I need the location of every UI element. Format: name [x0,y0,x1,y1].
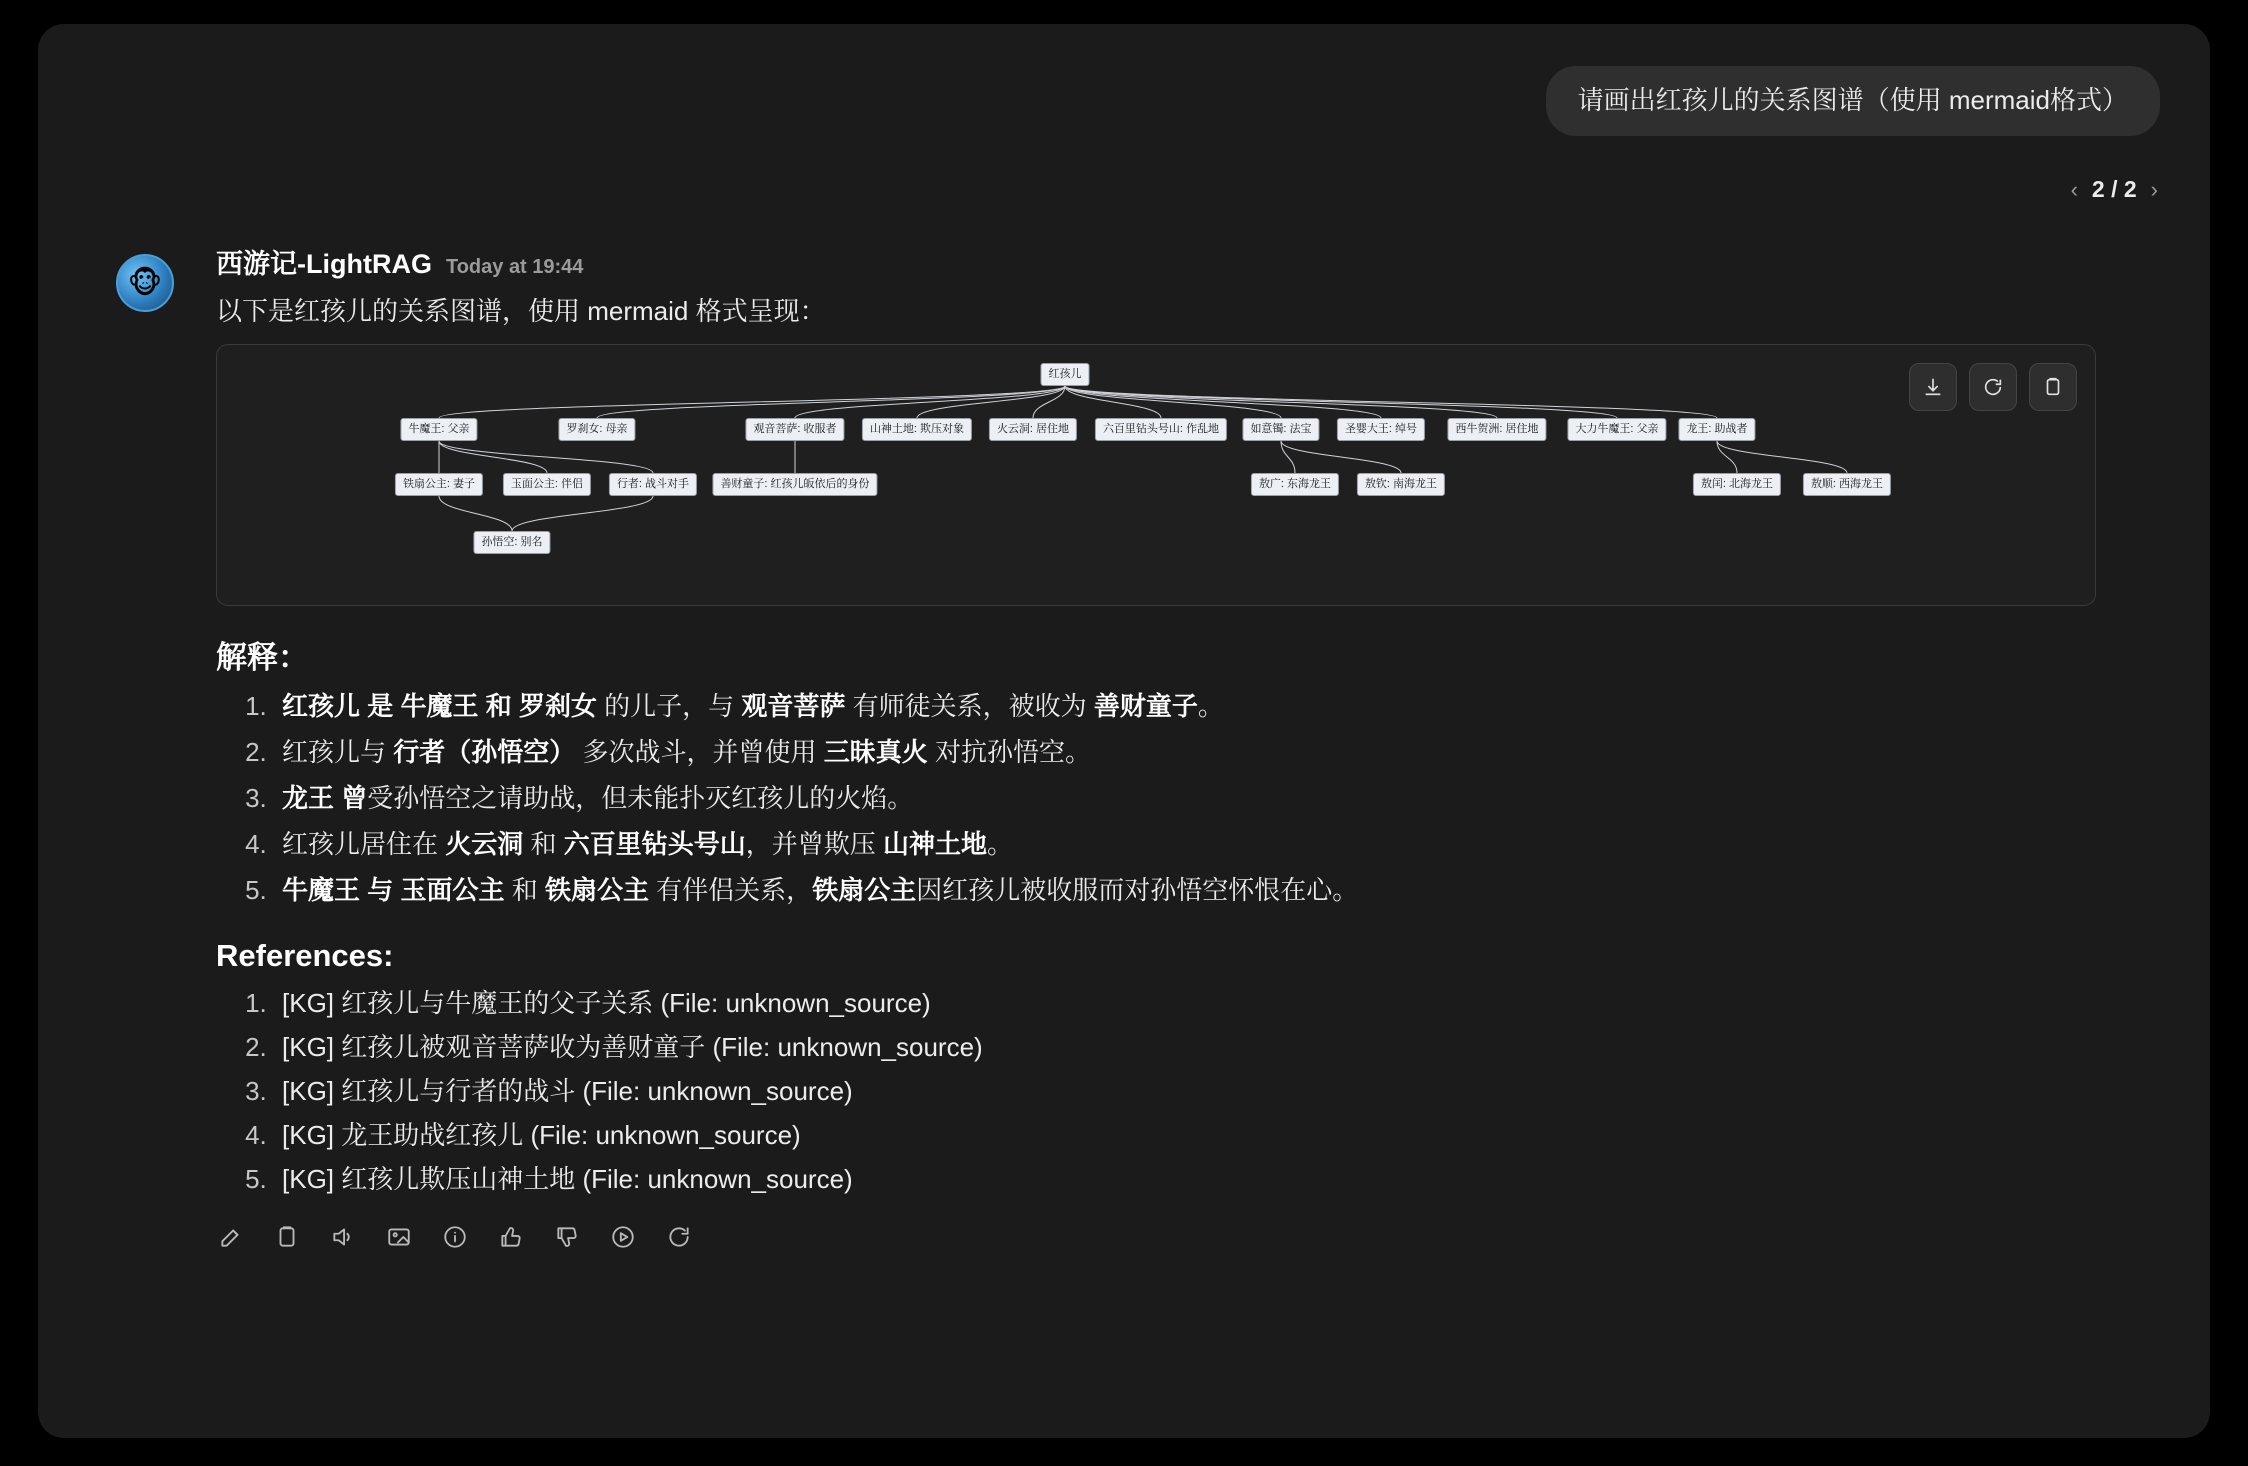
list-item: 1. 红孩儿 是 牛魔王 和 罗刹女 的儿子，与 观音菩萨 有师徒关系，被收为 善财童子。 [274,685,2136,727]
monkey-avatar-icon: 🐵 [127,267,163,301]
list-item: 3. 龙王 曾受孙悟空之请助战，但未能扑灭红孩儿的火焰。 [274,777,2136,819]
list-item: 5. [KG] 红孩儿欺压山神土地 (File: unknown_source) [274,1158,2136,1200]
graph-node: 龙王: 助战者 [1678,418,1755,441]
assistant-timestamp: Today at 19:44 [445,256,584,278]
graph-node: 火云洞: 居住地 [989,418,1077,441]
graph-node: 六百里钻头号山: 作乱地 [1095,418,1227,441]
assistant-header [216,242,2136,281]
graph-node: 铁扇公主: 妻子 [395,473,483,496]
download-button[interactable] [1909,363,1957,411]
graph-node: 玉面公主: 伴侣 [503,473,591,496]
graph-node: 如意镯: 法宝 [1242,418,1319,441]
read-aloud-button[interactable] [328,1222,358,1252]
graph-node: 山神土地: 欺压对象 [862,418,972,441]
thumbs-down-button[interactable] [552,1222,582,1252]
assistant-intro-text: 以下是红孩儿的关系图谱，使用 mermaid 格式呈现： [216,296,826,326]
message-action-bar [216,1222,2136,1252]
list-item: 2. [KG] 红孩儿被观音菩萨收为善财童子 (File: unknown_source) [274,1026,2136,1068]
assistant-message [116,242,2136,1252]
list-item: 3. [KG] 红孩儿与行者的战斗 (File: unknown_source) [274,1070,2136,1112]
diagram-toolbar [1909,363,2077,411]
references-heading: References: [216,937,394,973]
user-message-row [1546,66,2160,136]
graph-node: 罗刹女: 母亲 [558,418,635,441]
graph-node: 西牛贺洲: 居住地 [1447,418,1546,441]
copy-button[interactable] [272,1222,302,1252]
play-button[interactable] [608,1222,638,1252]
list-item: 5. 牛魔王 与 玉面公主 和 铁扇公主 有伴侣关系，铁扇公主因红孩儿被收服而对孙悟空怀恨在心。 [274,869,2136,911]
message-pager [2071,176,2158,203]
explanation-list [216,685,2136,912]
graph-node: 孙悟空: 别名 [473,531,550,554]
list-item: 4. 红孩儿居住在 火云洞 和 六百里钻头号山，并曾欺压 山神土地。 [274,823,2136,865]
refresh-button[interactable] [1969,363,2017,411]
mermaid-diagram-block [216,344,2096,606]
graph-node: 敖顺: 西海龙王 [1803,473,1891,496]
assistant-name: 西游记-LightRAG [216,249,432,279]
copy-button[interactable] [2029,363,2077,411]
references-list [216,982,2136,1201]
list-item: 2. 红孩儿与 行者（孙悟空） 多次战斗，并曾使用 三昧真火 对抗孙悟空。 [274,731,2136,773]
list-item: 1. [KG] 红孩儿与牛魔王的父子关系 (File: unknown_source) [274,982,2136,1024]
graph-node: 牛魔王: 父亲 [400,418,477,441]
graph-node: 敖闰: 北海龙王 [1693,473,1781,496]
assistant-body [216,242,2136,1252]
list-item: 4. [KG] 龙王助战红孩儿 (File: unknown_source) [274,1114,2136,1156]
explanation-heading: 解释： [216,640,309,675]
info-button[interactable] [440,1222,470,1252]
pager-next-button[interactable]: › [2150,176,2158,202]
graph-node: 行者: 战斗对手 [609,473,697,496]
graph-node: 敖钦: 南海龙王 [1357,473,1445,496]
image-button[interactable] [384,1222,414,1252]
pager-count: 2 / 2 [2091,176,2137,202]
graph-node: 大力牛魔王: 父亲 [1567,418,1666,441]
edit-button[interactable] [216,1222,246,1252]
graph-node: 敖广: 东海龙王 [1251,473,1339,496]
graph-node: 观音菩萨: 收服者 [745,418,844,441]
regenerate-button[interactable] [664,1222,694,1252]
thumbs-up-button[interactable] [496,1222,526,1252]
graph-node: 善财童子: 红孩儿皈依后的身份 [712,473,877,496]
user-message-bubble: 请画出红孩儿的关系图谱（使用 mermaid格式） [1546,66,2160,136]
graph-nodes [217,345,2097,607]
pager-prev-button[interactable]: ‹ [2070,176,2078,202]
graph-node: 红孩儿 [1041,363,1090,386]
graph-node: 圣婴大王: 绰号 [1337,418,1425,441]
avatar [116,254,174,312]
chat-panel [38,24,2210,1438]
